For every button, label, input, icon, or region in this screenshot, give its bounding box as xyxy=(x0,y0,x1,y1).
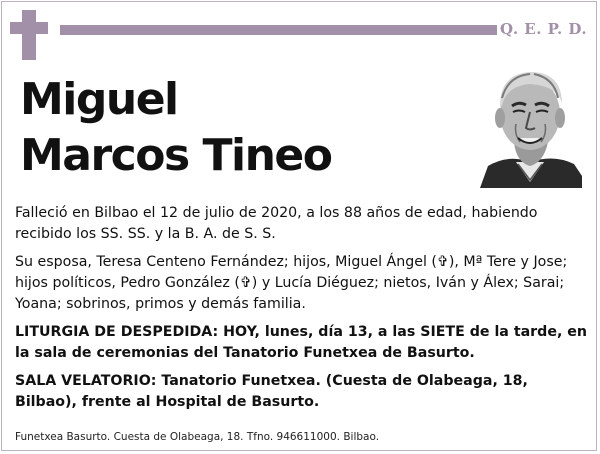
liturgy-paragraph: LITURGIA DE DESPEDIDA: HOY, lunes, día 13, a las SIETE de la tarde, en la sala de ceremonias del Tanatorio Funetxea de Basurto. xyxy=(15,324,588,361)
notice-body xyxy=(15,203,587,420)
qepd-tag: Q. E. P. D. xyxy=(500,20,588,38)
death-paragraph: Falleció en Bilbao el 12 de julio de 2020, a los 88 años de edad, habiendo recibido los SS. SS. y la B. A. de S. S. xyxy=(15,205,538,242)
family-paragraph: Su esposa, Teresa Centeno Fernández; hijos, Miguel Ángel (✞), Mª Tere y Jose; hijos políticos, Pedro González (✞) y Lucía Diéguez; nietos, Iván y Álex; Sarai; Yoana; sobrinos, primos y demás familia. xyxy=(15,254,568,312)
deceased-name xyxy=(20,72,331,184)
surnames: Marcos Tineo xyxy=(20,130,332,181)
header-bar xyxy=(60,25,497,35)
portrait-photo xyxy=(478,58,582,188)
first-name: Miguel xyxy=(20,74,178,125)
funeral-home-footer: Funetxea Basurto. Cuesta de Olabeaga, 18. Tfno. 946611000. Bilbao. xyxy=(15,431,380,443)
wake-room-paragraph: SALA VELATORIO: Tanatorio Funetxea. (Cuesta de Olabeaga, 18, Bilbao), frente al Hospital de Basurto. xyxy=(15,373,528,410)
